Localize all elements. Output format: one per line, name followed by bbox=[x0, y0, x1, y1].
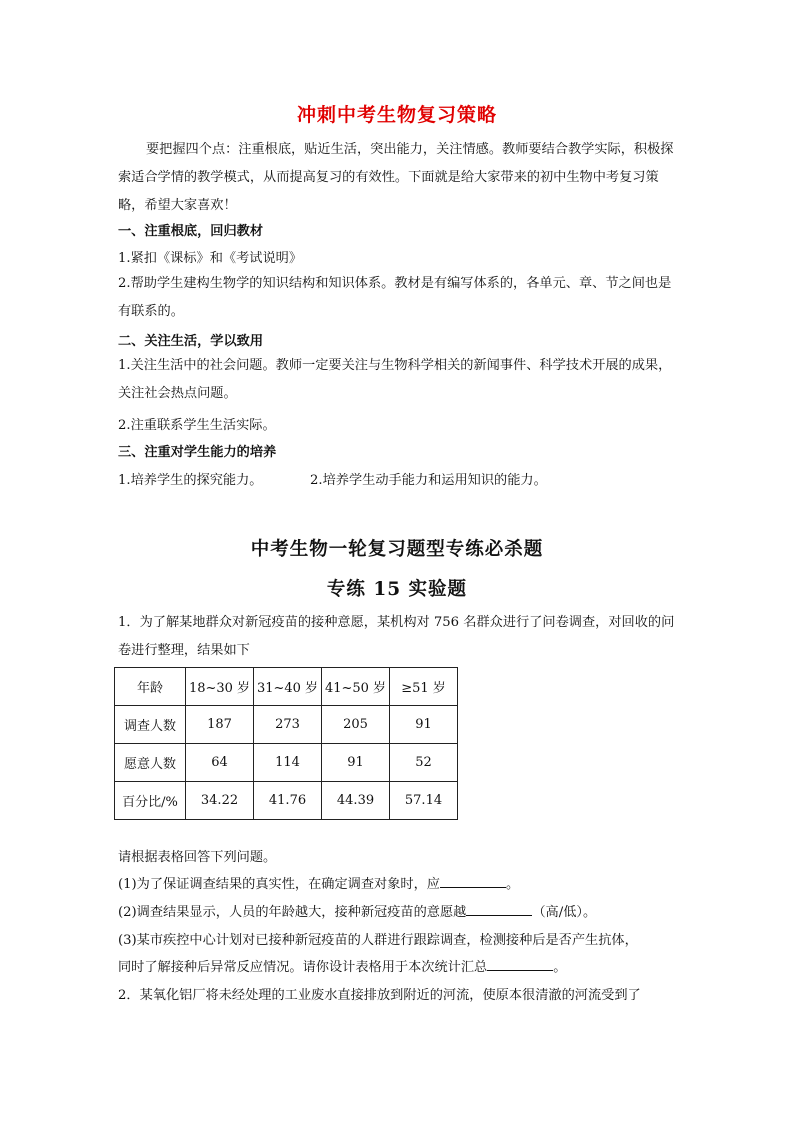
answer-blank bbox=[487, 958, 553, 971]
sub-3-text: 同时了解接种后异常反应情况。请你设计表格用于本次统计汇总 bbox=[118, 960, 488, 975]
section-3-item-2: 2.培养学生动手能力和运用知识的能力。 bbox=[310, 473, 547, 488]
question-1-sub-3-line-2 bbox=[118, 956, 566, 975]
table-cell: 调查人数 bbox=[115, 706, 186, 744]
exercise-subtitle: 专练 15 实验题 bbox=[326, 579, 468, 600]
answer-blank bbox=[466, 903, 532, 916]
table-cell: 205 bbox=[322, 706, 390, 744]
table-cell: 44.39 bbox=[322, 782, 390, 820]
sub-3-end: 。 bbox=[553, 960, 567, 975]
sub-1-end: 。 bbox=[506, 877, 520, 892]
survey-table bbox=[114, 667, 458, 820]
intro-paragraph: 要把握四个点：注重根底，贴近生活，突出能力，关注情感。教师要结合教学实际，积极探索适合学情的教学模式，从而提高复习的有效性。下面就是给大家带来的初中生物中考复习策略，希望大家喜欢！ bbox=[118, 142, 674, 213]
question-1-sub-3-line-1: (3)某市疾控中心计划对已接种新冠疫苗的人群进行跟踪调查，检测接种后是否产生抗体， bbox=[118, 933, 638, 948]
question-1-prompt: 请根据表格回答下列问题。 bbox=[118, 850, 277, 865]
answer-blank bbox=[440, 875, 506, 888]
table-cell: 91 bbox=[390, 706, 458, 744]
page-title: 冲刺中考生物复习策略 bbox=[296, 104, 497, 126]
table-header-cell: 年龄 bbox=[115, 668, 186, 706]
table-cell: 64 bbox=[186, 744, 254, 782]
table-cell: 273 bbox=[254, 706, 322, 744]
table-cell: 34.22 bbox=[186, 782, 254, 820]
table-cell: 百分比/% bbox=[115, 782, 186, 820]
sub-1-text: (1)为了保证调查结果的真实性，在确定调查对象时，应 bbox=[118, 877, 440, 892]
section-1-item-2: 2.帮助学生建构生物学的知识结构和知识体系。教材是有编写体系的，各单元、章、节之间也是有联系的。 bbox=[118, 276, 672, 319]
table-row bbox=[115, 782, 458, 820]
table-cell: 91 bbox=[322, 744, 390, 782]
sub-2-text: (2)调查结果显示，人员的年龄越大，接种新冠疫苗的意愿越 bbox=[118, 905, 467, 920]
table-header-row bbox=[115, 668, 458, 706]
table-row bbox=[115, 706, 458, 744]
table-cell: 57.14 bbox=[390, 782, 458, 820]
sub-2-end: （高/低）。 bbox=[532, 905, 597, 920]
table-cell: 114 bbox=[254, 744, 322, 782]
question-1-sub-2 bbox=[118, 901, 596, 920]
section-heading-2: 二、关注生活，学以致用 bbox=[118, 334, 264, 349]
table-cell: 41.76 bbox=[254, 782, 322, 820]
section-2-item-1: 1.关注生活中的社会问题。教师一定要关注与生物科学相关的新闻事件、科学技术开展的成果，关注社会热点问题。 bbox=[118, 358, 672, 401]
section-heading-3: 三、注重对学生能力的培养 bbox=[118, 445, 277, 460]
table-cell: 愿意人数 bbox=[115, 744, 186, 782]
section-2-item-2: 2.注重联系学生生活实际。 bbox=[118, 418, 276, 433]
section-3-item-1: 1.培养学生的探究能力。 bbox=[118, 473, 263, 488]
table-header-cell: ≥51 岁 bbox=[390, 668, 458, 706]
table-header-cell: 18~30 岁 bbox=[186, 668, 254, 706]
question-1-intro: 1．为了解某地群众对新冠疫苗的接种意愿，某机构对 756 名群众进行了问卷调查，对回收的问卷进行整理，结果如下 bbox=[118, 615, 675, 658]
table-header-cell: 31~40 岁 bbox=[254, 668, 322, 706]
table-header-cell: 41~50 岁 bbox=[322, 668, 390, 706]
table-row bbox=[115, 744, 458, 782]
question-1-sub-1 bbox=[118, 873, 519, 892]
table-cell: 52 bbox=[390, 744, 458, 782]
table-cell: 187 bbox=[186, 706, 254, 744]
section-heading-1: 一、注重根底，回归教材 bbox=[118, 224, 264, 239]
section-1-item-1: 1.紧扣《课标》和《考试说明》 bbox=[118, 251, 303, 266]
question-2-intro: 2．某氧化铝厂将未经处理的工业废水直接排放到附近的河流，使原本很清澈的河流受到了 bbox=[118, 988, 641, 1003]
exercise-title: 中考生物一轮复习题型专练必杀题 bbox=[250, 539, 544, 560]
